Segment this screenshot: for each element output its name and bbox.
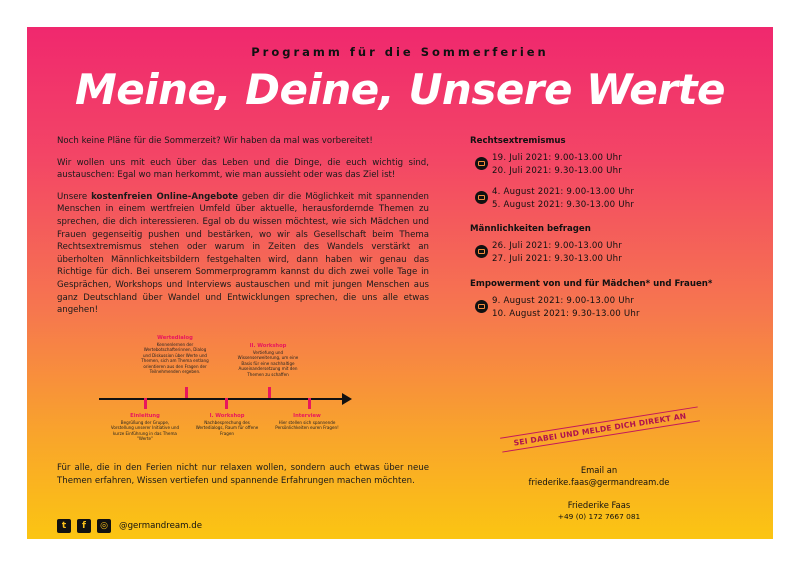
twitter-icon[interactable]: t <box>57 519 71 533</box>
contact-name: Friederike Faas <box>567 499 631 510</box>
timeline-marker <box>144 398 147 409</box>
intro-p3-highlight: kostenfreien Online-Angebote <box>91 191 239 202</box>
date-group <box>470 240 750 267</box>
camera-icon <box>475 191 488 204</box>
cta-stripe <box>500 406 700 452</box>
program-timeline <box>87 333 367 458</box>
timeline-marker <box>308 398 311 409</box>
date-line: 19. Juli 2021: 9.00-13.00 Uhr <box>492 153 623 163</box>
camera-icon <box>475 157 488 170</box>
closing-paragraph: Für alle, die in den Ferien nicht nur relaxen wollen, sondern auch etwas über neue Themen erfahren, Wissen vertiefen und spannende Erfahrungen machen möchten. <box>57 463 429 486</box>
schedule-section-empowerment <box>470 279 750 322</box>
intro-paragraph-3 <box>57 191 429 317</box>
contact-block <box>489 464 709 524</box>
email-label: Email an <box>580 465 618 475</box>
camera-icon <box>475 245 488 258</box>
contact-phone[interactable]: +49 (0) 172 7667 081 <box>557 512 641 522</box>
date-line: 10. August 2021: 9.30-13.00 Uhr <box>492 309 640 320</box>
timeline-arrow-icon <box>342 393 352 405</box>
timeline-step-title: Wertedialog <box>157 335 193 341</box>
schedule-section-maennlichkeiten <box>470 224 750 267</box>
intro-paragraph-2: Wir wollen uns mit euch über das Leben und die Dinge, die euch wichtig sind, austauschen: Egal wo man herkommt, wie man aussieht oder was das Ziel ist! <box>57 157 429 181</box>
timeline-step-einleitung <box>110 413 180 442</box>
timeline-marker <box>225 398 228 409</box>
timeline-step-wertedialog <box>140 335 210 374</box>
date-group <box>470 295 750 322</box>
intro-column <box>57 135 429 326</box>
timeline-step-workshop-2 <box>233 343 303 377</box>
email-link[interactable]: friederike.faas@germandream.de <box>528 477 670 488</box>
date-line: 26. Juli 2021: 9.00-13.00 Uhr <box>492 241 623 252</box>
date-line: 5. August 2021: 9.30-13.00 Uhr <box>492 199 635 210</box>
intro-p3-rest: geben dir die Möglichkeit mit spannenden Menschen in einem wertfreien Umfeld über aktuelle, herausfordernde Themen zu sprechen, die dich interessieren. Egal ob du wissen möchtest, wie sich Mädchen und Frauen gegenseitig pushen und bestärken, wo wir als Gesellschaft beim Thema Rechtsextremismus stehen oder warum in Zeiten des Wandels verstärkt an überholten Männlichkeitsbildern festgehalten wird, dann haben wir genau das Richtige für dich. Bei unserem Sommerprogramm kannst du dich zwei volle Tage in Gesprächen, Workshops und Interviews austauschen und mit jungen Menschen aus ganz Deutschland über Wandel und Entwicklungen sprechen, die uns alle etwas angehen! <box>57 191 429 316</box>
timeline-step-text: Begrüßung der Gruppe, Vorstellung unserer Initiative und kurze Einführung in das Thema "Werte" <box>110 420 180 442</box>
date-group <box>470 186 750 213</box>
timeline-step-text: Nachbesprechung des Wertedialogs, Raum für offene Fragen <box>195 420 259 436</box>
timeline-step-title: I. Workshop <box>209 413 245 419</box>
date-group <box>470 152 750 179</box>
cta-text: SEI DABEI UND MELDE DICH DIREKT AN <box>513 411 687 448</box>
timeline-step-title: Interview <box>293 413 321 419</box>
date-line: 27. Juli 2021: 9.30-13.00 Uhr <box>492 254 623 265</box>
intro-paragraph-1: Noch keine Pläne für die Sommerzeit? Wir haben da mal was vorbereitet! <box>57 136 373 146</box>
camera-icon <box>475 300 488 313</box>
timeline-step-workshop-1 <box>192 413 262 436</box>
date-line: 4. August 2021: 9.00-13.00 Uhr <box>492 186 635 197</box>
schedule-column <box>470 136 750 333</box>
facebook-icon[interactable]: f <box>77 519 91 533</box>
date-line: 9. August 2021: 9.00-13.00 Uhr <box>492 295 635 306</box>
timeline-step-text: Hier stellen sich spannende Persönlichkeiten euren Fragen! <box>275 420 339 431</box>
poster-title: Meine, Deine, Unsere Werte <box>74 65 726 114</box>
timeline-step-title: Einleitung <box>130 413 160 419</box>
timeline-marker <box>185 387 188 398</box>
schedule-section-rechtsextremismus <box>470 136 750 212</box>
instagram-icon[interactable]: ◎ <box>97 519 111 533</box>
timeline-step-interview <box>272 413 342 431</box>
schedule-section-title: Rechtsextremismus <box>470 136 566 146</box>
schedule-section-title: Empowerment von und für Mädchen* und Frauen* <box>470 278 713 289</box>
intro-p3-start: Unsere <box>57 191 92 202</box>
timeline-step-text: Kennenlernen der Wertebotschafterinnen, Dialog und Diskussion über Werte und Themen, sich am Thema entlang orientieren aus den Fragen der Teilnehmenden ergeben. <box>141 342 209 375</box>
timeline-marker <box>268 387 271 398</box>
timeline-step-title: II. Workshop <box>249 343 287 349</box>
schedule-section-title: Männlichkeiten befragen <box>470 224 591 235</box>
contact-spacer <box>489 489 709 499</box>
poster <box>27 27 773 539</box>
timeline-step-text: Vertiefung und Wissenserweiterung, um eine Basis für eine nachhaltige Auseinandersetzung mit den Themen zu schaffen <box>237 350 299 377</box>
cta-banner <box>500 412 700 452</box>
date-line: 20. Juli 2021: 9.30-13.00 Uhr <box>492 166 623 177</box>
social-links <box>57 518 202 534</box>
social-handle[interactable]: @germandream.de <box>119 521 202 531</box>
poster-subtitle: Programm für die Sommerferien <box>251 45 549 59</box>
